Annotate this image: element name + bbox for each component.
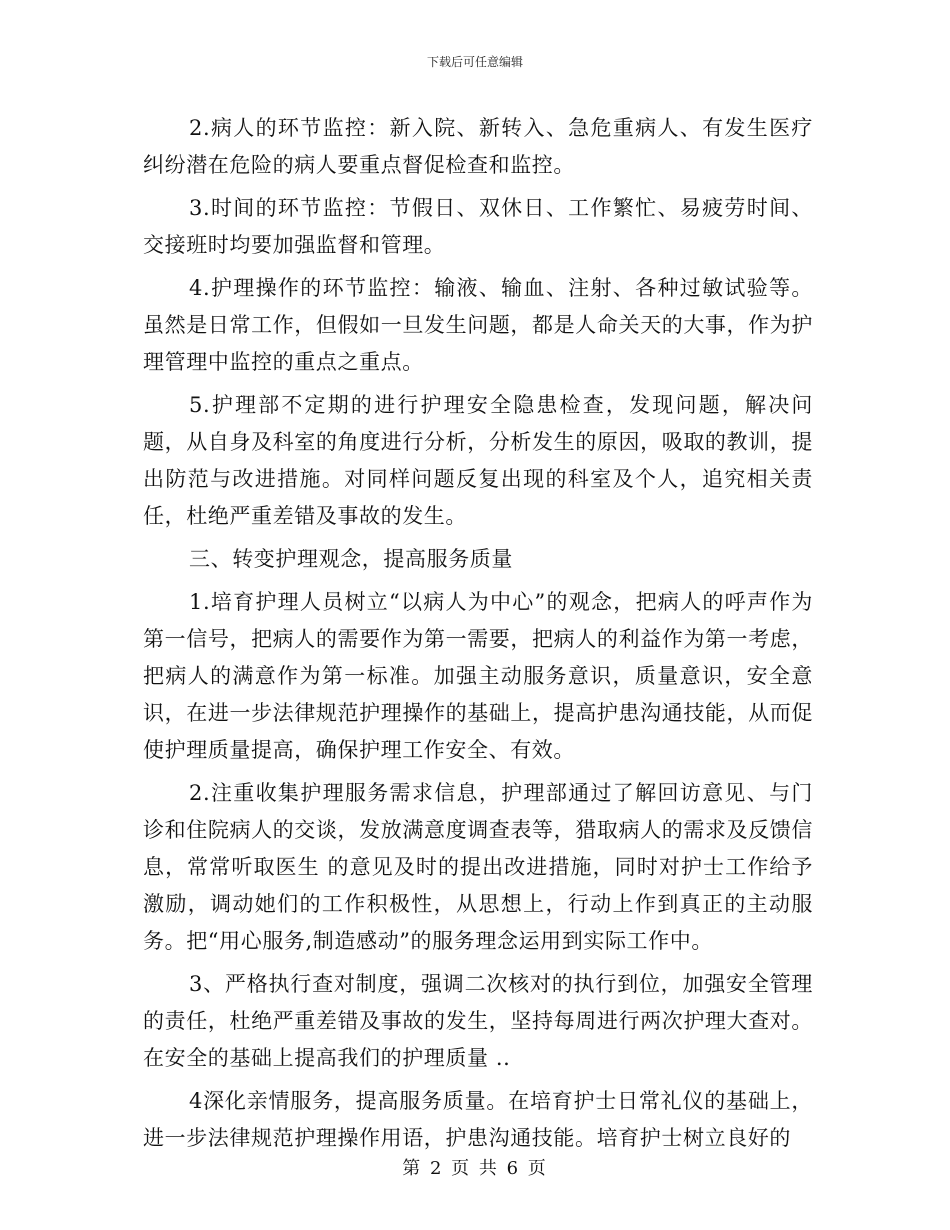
page-footer: 第 2 页 共 6 页 — [402, 1158, 548, 1179]
document-body — [143, 110, 813, 1163]
paragraph: 4.护理操作的环节监控：输液、输血、注射、各种过敏试验等。虽然是日常工作，但假如一旦发生问题，都是人命关天的大事，作为护理管理中监控的重点之重点。 — [143, 276, 813, 374]
page-header: 下载后可任意编辑 — [426, 55, 523, 69]
paragraph: 4深化亲情服务，提高服务质量。在培育护士日常礼仪的基础上，进一步法律规范护理操作用语，护患沟通技能。培育护士树立良好的 — [143, 1089, 813, 1150]
paragraph: 3.时间的环节监控：节假日、双休日、工作繁忙、易疲劳时间、交接班时均要加强监督和管理。 — [143, 196, 813, 257]
paragraph: 3、严格执行查对制度，强调二次核对的执行到位，加强安全管理的责任，杜绝严重差错及事故的发生，坚持每周进行两次护理大查对。在安全的基础上提高我们的护理质量 .. — [143, 972, 813, 1070]
paragraph: 2.注重收集护理服务需求信息，护理部通过了解回访意见、与门诊和住院病人的交谈，发放满意度调查表等，猎取病人的需求及反馈信息，常常听取医生 的意见及时的提出改进措施，同时对护士工作给予激励，调动她们的工作积极性，从思想上，行动上作到真正的主动服务。把“用心服务,制造感动”的服务理念运用到实际工作中。 — [143, 781, 813, 953]
paragraph: 2.病人的环节监控：新入院、新转入、急危重病人、有发生医疗纠纷潜在危险的病人要重点督促检查和监控。 — [143, 116, 813, 177]
section-heading: 三、转变护理观念，提高服务质量 — [189, 547, 513, 571]
paragraph: 5.护理部不定期的进行护理安全隐患检查，发现问题，解决问题，从自身及科室的角度进行分析，分析发生的原因，吸取的教训，提出防范与改进措施。对同样问题反复出现的科室及个人，追究相关责任，杜绝严重差错及事故的发生。 — [143, 393, 813, 528]
paragraph: 1.培育护理人员树立“以病人为中心”的观念，把病人的呼声作为第一信号，把病人的需要作为第一需要，把病人的利益作为第一考虑，把病人的满意作为第一标准。加强主动服务意识，质量意识，安全意识，在进一步法律规范护理操作的基础上，提高护患沟通技能，从而促使护理质量提高，确保护理工作安全、有效。 — [143, 590, 813, 762]
